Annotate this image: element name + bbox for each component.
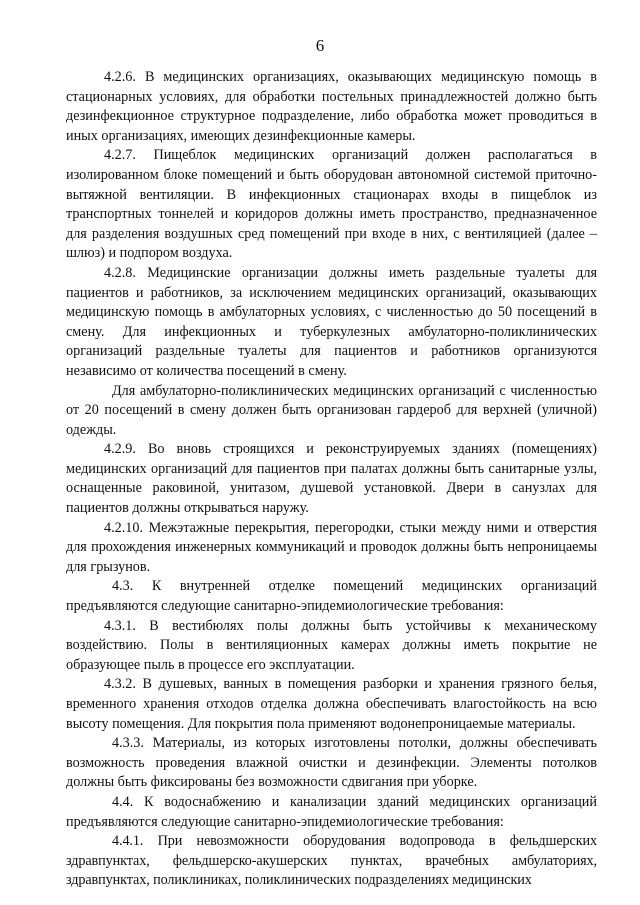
document-body [66,68,597,891]
paragraph-wardrobe-requirement: Для амбулаторно-поликлинических медицинских организаций с численностью от 20 посещений в смену должен быть организован гардероб для верхней (уличной) одежды. [66,382,597,438]
paragraph-4-2-9: 4.2.9. Во вновь строящихся и реконструируемых зданиях (помещениях) медицинских организаций для пациентов при палатах должны быть санитарные узлы, оснащенные раковиной, унитазом, душевой установкой. Двери в санузлах для пациентов должны открываться наружу. [66,441,597,517]
paragraph-4-2-10: 4.2.10. Межэтажные перекрытия, перегородки, стыки между ними и отверстия для прохождения инженерных коммуникаций и проводок должны быть непроницаемы для грызунов. [66,519,597,575]
paragraph-4-2-8: 4.2.8. Медицинские организации должны иметь раздельные туалеты для пациентов и работников, за исключением медицинских организаций, оказывающих медицинскую помощь в амбулаторных условиях, с численностью до 50 посещений в смену. Для инфекционных и туберкулезных амбулаторно-поликлинических организаций раздельные туалеты для пациентов и работников организуются независимо от количества посещений в смену. [66,264,597,379]
paragraph-4-3-1: 4.3.1. В вестибюлях полы должны быть устойчивы к механическому воздействию. Полы в вентиляционных камерах должны иметь покрытие не образующее пыль в процессе его эксплуатации. [66,617,597,673]
paragraph-4-4-1: 4.4.1. При невозможности оборудования водопровода в фельдшерских здравпунктах, фельдшерско-акушерских пунктах, врачебных амбулаториях, здравпунктах, поликлиниках, поликлинических подразделениях медицинских [66,833,597,889]
page-number: 6 [315,36,325,55]
paragraph-4-3-2: 4.3.2. В душевых, ванных в помещения разборки и хранения грязного белья, временного хранения отходов отделка должна обеспечивать влагостойкость на всю высоту помещения. Для покрытия пола применяют водонепроницаемые материалы. [66,676,597,732]
paragraph-4-3-3: 4.3.3. Материалы, из которых изготовлены потолки, должны обеспечивать возможность проведения влажной очистки и дезинфекции. Элементы потолков должны быть фиксированы без возможности сдвигания при уборке. [66,735,597,791]
paragraph-4-3: 4.3. К внутренней отделке помещений медицинских организаций предъявляются следующие санитарно-эпидемиологические требования: [66,578,597,615]
paragraph-4-2-6: 4.2.6. В медицинских организациях, оказывающих медицинскую помощь в стационарных условиях, для обработки постельных принадлежностей должно быть дезинфекционное структурное подразделение, либо обработка может проводиться в иных организациях, имеющих дезинфекционные камеры. [66,69,597,144]
paragraph-4-2-7: 4.2.7. Пищеблок медицинских организаций должен располагаться в изолированном блоке помещений и быть оборудован автономной системой приточно-вытяжной вентиляции. В инфекционных стационарах входы в пищеблок из транспортных тоннелей и коридоров должны иметь пространство, предназначенное для разделения воздушных сред помещений при входе в них, с вентиляцией (далее – шлюз) и подпором воздуха. [66,147,597,262]
paragraph-4-4: 4.4. К водоснабжению и канализации зданий медицинских организаций предъявляются следующие санитарно-эпидемиологические требования: [66,793,597,830]
